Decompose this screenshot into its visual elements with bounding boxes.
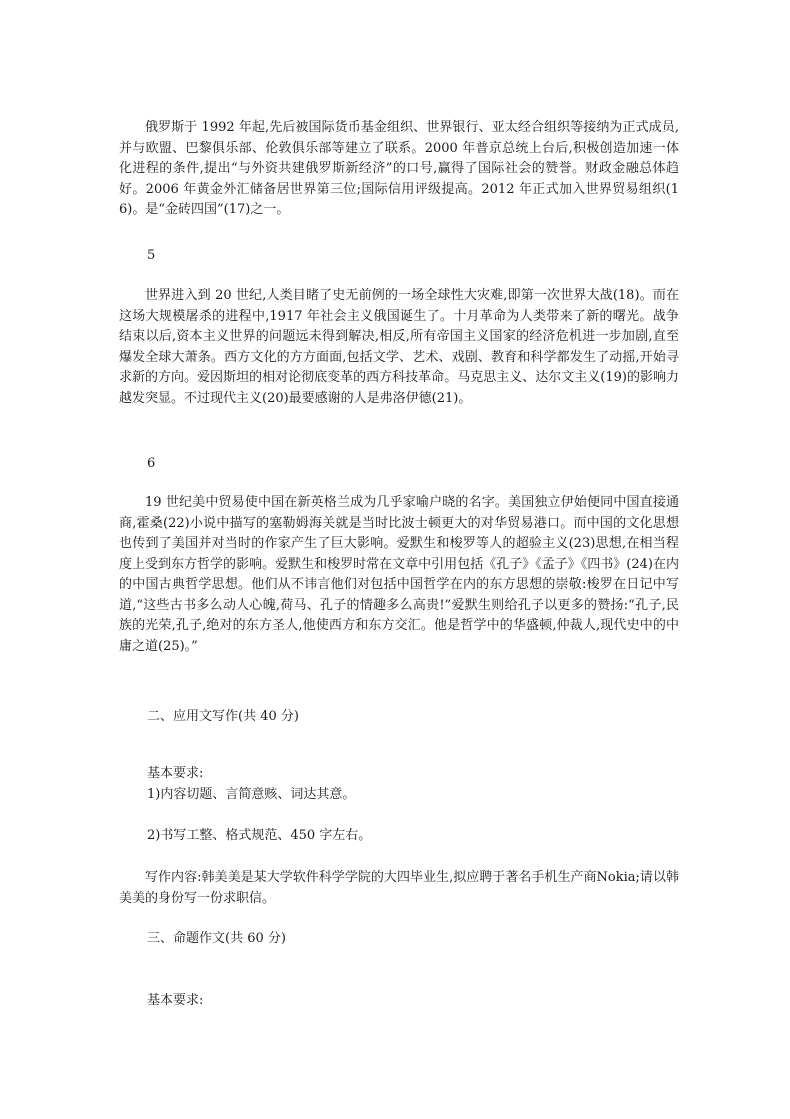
section-heading-essay: 三、命题作文(共 60 分) xyxy=(147,931,286,946)
paragraph-us-china-trade: 19 世纪美中贸易使中国在新英格兰成为几乎家喻户晓的名字。美国独立伊始便同中国直接通商,霍桑(22)小说中描写的塞勒姆海关就是当时比波士顿更大的对华贸易港口。而中国的文化思想也传到了美国并对当时的作家产生了巨大影响。爱默生和梭罗等人的超验主义(23)思想,在相当程度上受到东方哲学的影响。爱默生和梭罗时常在文章中引用包括《孔子》《孟子》《四书》(24)在内的中国古典哲学思想。他们从不讳言他们对包括中国哲学在内的东方思想的崇敬:梭罗在日记中写道,“这些古书多么动人心魄,荷马、孔子的情趣多么高贵!”爱默生则给孔子以更多的赞扬:“孔子,民族的光荣,孔子,绝对的东方圣人,他使西方和东方交汇。他是哲学中的华盛顿,仲裁人,现代史中的中庸之道(25)。” xyxy=(119,495,679,654)
requirement-item-2: 2)书写工整、格式规范、450 字左右。 xyxy=(147,828,372,843)
requirements-label: 基本要求: xyxy=(147,766,204,781)
paragraph-russia-economy: 俄罗斯于 1992 年起,先后被国际货币基金组织、世界银行、亚太经合组织等接纳为正式成员,并与欧盟、巴黎俱乐部、伦敦俱乐部等建立了联系。2000 年普京总统上台后,积极创造加速一体化进程的条件,提出“与外资共建俄罗斯新经济”的口号,赢得了国际社会的赞誉。财政金融总体趋好。2006 年黄金外汇储备居世界第三位;国际信用评级提高。2012 年正式加入世界贸易组织(16)。是“金砖四国”(17)之一。 xyxy=(119,120,679,217)
paragraph-20th-century: 世界进入到 20 世纪,人类目睹了史无前例的一场全球性大灾难,即第一次世界大战(18)。而在这场大规模屠杀的进程中,1917 年社会主义俄国诞生了。十月革命为人类带来了新的曙光。战争结束以后,资本主义世界的问题远未得到解决,相反,所有帝国主义国家的经济危机进一步加剧,直至爆发全球大萧条。西方文化的方方面面,包括文学、艺术、戏剧、教育和科学都发生了动摇,开始寻求新的方向。爱因斯坦的相对论彻底变革的西方科技革命。马克思主义、达尔文主义(19)的影响力越发突显。不过现代主义(20)最要感谢的人是弗洛伊德(21)。 xyxy=(119,288,679,406)
section-heading-practical-writing: 二、应用文写作(共 40 分) xyxy=(147,709,299,724)
writing-task: 写作内容:韩美美是某大学软件科学学院的大四毕业生,拟应聘于著名手机生产商Nokia;请以韩美美的身份写一份求职信。 xyxy=(119,870,679,906)
section-number-5: 5 xyxy=(147,248,156,263)
requirement-item-1: 1)内容切题、言简意赅、词达其意。 xyxy=(147,787,356,802)
section-number-6: 6 xyxy=(147,456,156,471)
essay-requirements-label: 基本要求: xyxy=(147,993,204,1008)
